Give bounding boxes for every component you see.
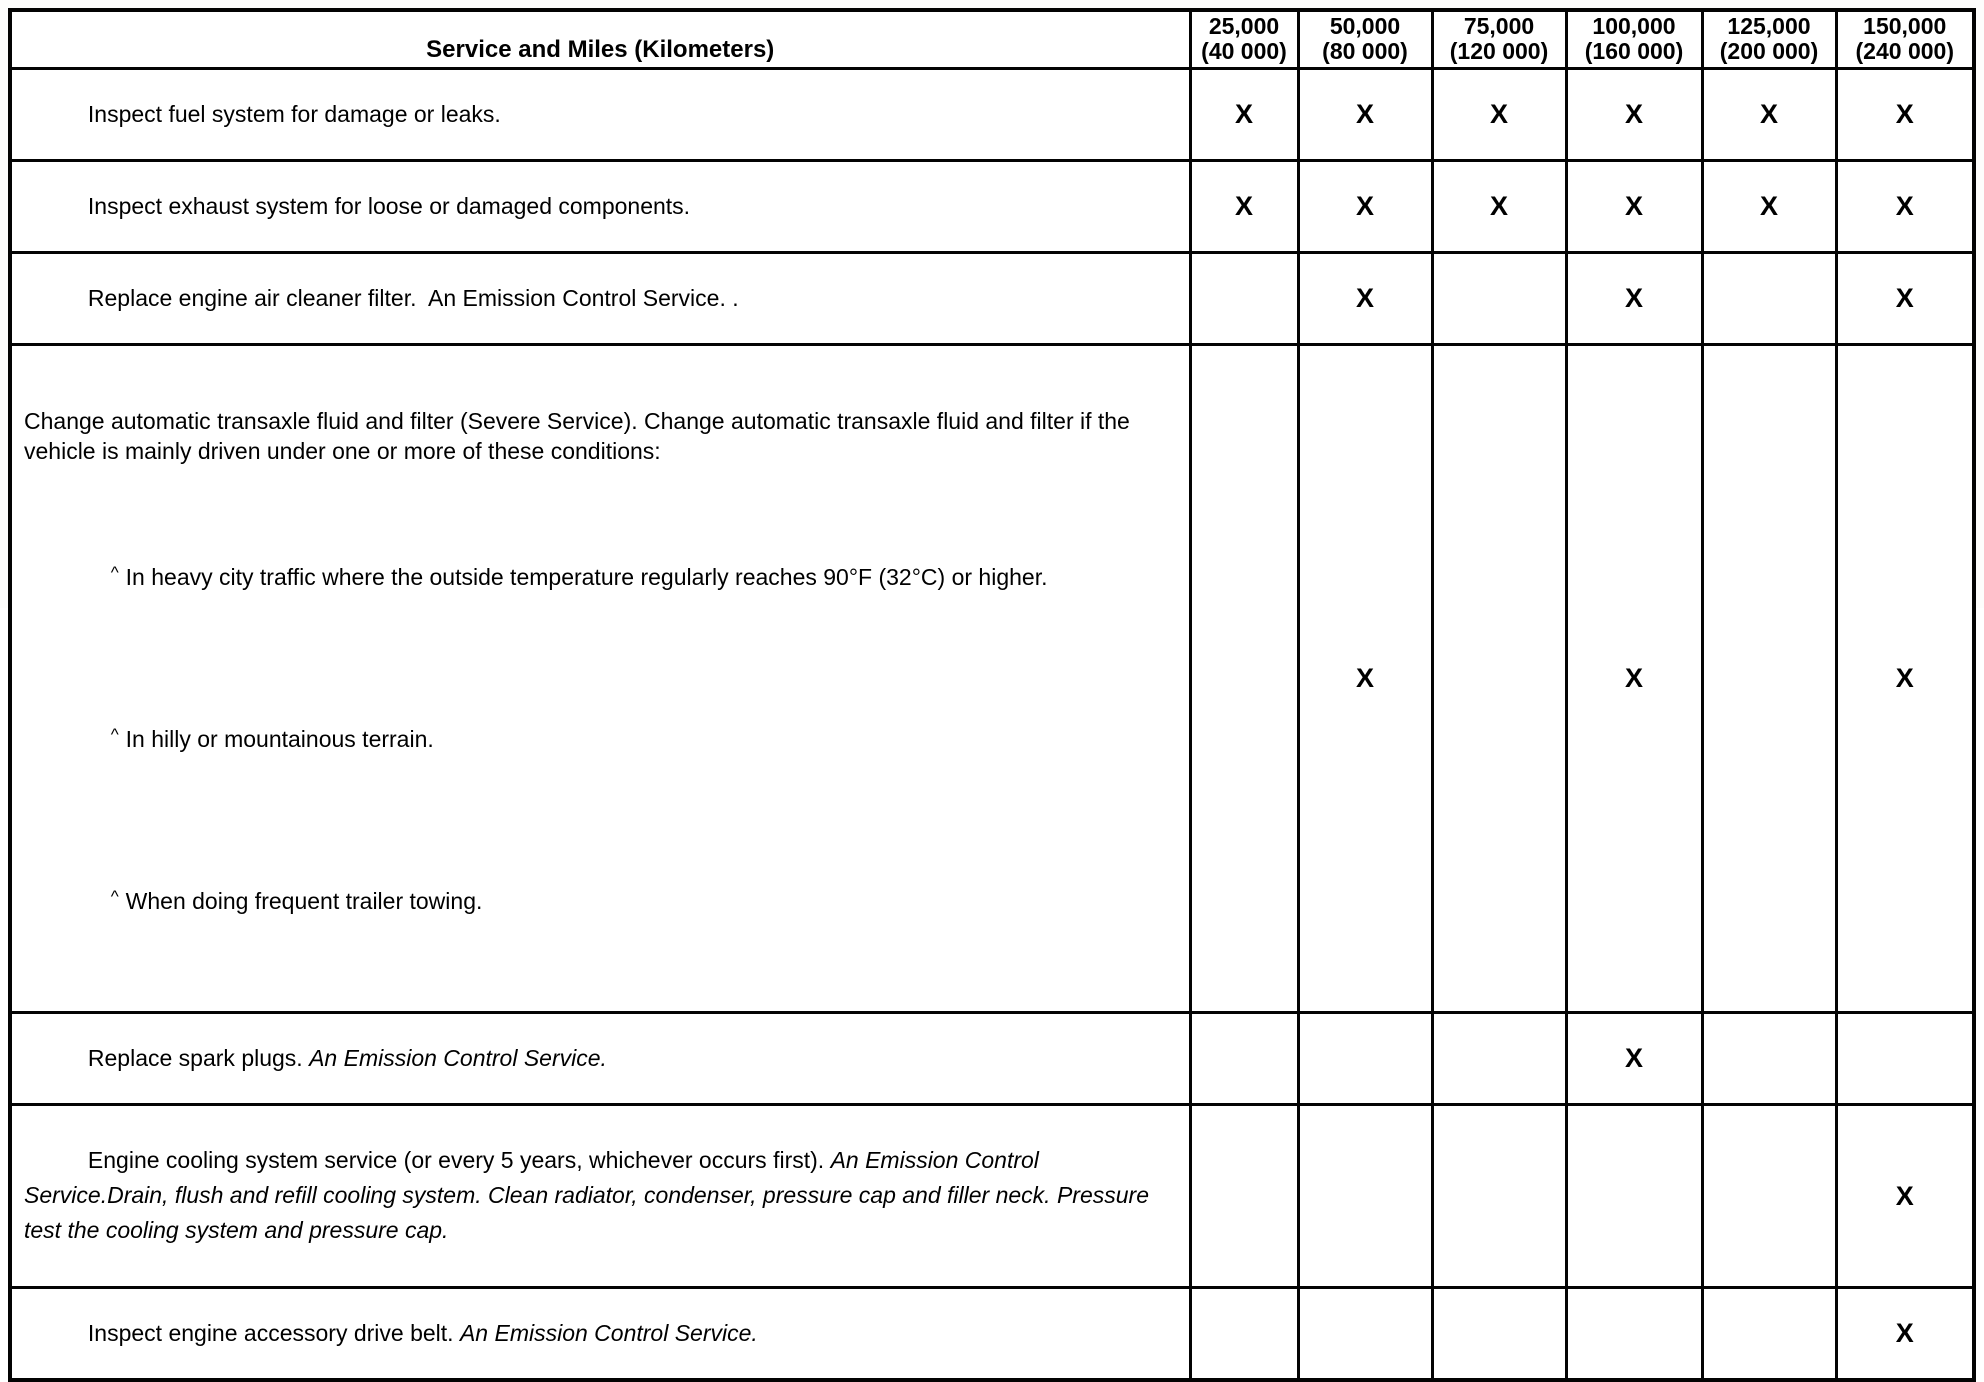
table-row-air-cleaner-filter	[10, 253, 1974, 345]
mark-cell: X	[1836, 69, 1974, 161]
service-text: Inspect exhaust system for loose or damaged components.	[87, 193, 691, 219]
mark-cell: X	[1702, 161, 1836, 253]
mark-cell	[1432, 345, 1566, 1013]
miles-value: 75,000	[1463, 13, 1535, 39]
table-row-transaxle-fluid	[10, 345, 1974, 1013]
caret-bullet-icon: ^	[110, 725, 119, 744]
mark-cell	[1190, 1105, 1298, 1288]
mark-cell: X	[1190, 69, 1298, 161]
condition-item	[24, 684, 1177, 790]
mark-cell: X	[1298, 345, 1432, 1013]
caret-bullet-icon: ^	[110, 563, 119, 582]
service-description	[10, 1013, 1190, 1105]
mark-cell: X	[1432, 69, 1566, 161]
mark-cell	[1702, 1288, 1836, 1381]
miles-value: 125,000	[1727, 13, 1811, 39]
column-header-100000	[1566, 10, 1702, 69]
mark-cell	[1702, 1105, 1836, 1288]
mark-cell: X	[1566, 161, 1702, 253]
column-header-150000	[1836, 10, 1974, 69]
service-description	[10, 69, 1190, 161]
km-value: (160 000)	[1584, 38, 1684, 64]
service-description	[10, 345, 1190, 1013]
km-value: (40 000)	[1201, 38, 1287, 64]
caret-bullet-icon: ^	[110, 887, 119, 906]
service-text: Engine cooling system service (or every 5 years, whichever occurs first).	[87, 1147, 831, 1173]
mark-cell	[1566, 1288, 1702, 1381]
mark-cell	[1190, 1013, 1298, 1105]
service-miles-header: Service and Miles (Kilometers)	[10, 10, 1190, 69]
condition-text: In heavy city traffic where the outside temperature regularly reaches 90°F (32°C) or higher.	[125, 564, 1048, 590]
mark-cell: X	[1566, 253, 1702, 345]
mark-cell	[1298, 1013, 1432, 1105]
service-text: Replace spark plugs.	[87, 1045, 310, 1071]
service-text: Replace engine air cleaner filter. An Emission Control Service. .	[87, 285, 739, 311]
service-description	[10, 1288, 1190, 1381]
mark-cell: X	[1566, 345, 1702, 1013]
mark-cell: X	[1566, 69, 1702, 161]
mark-cell: X	[1836, 161, 1974, 253]
mark-cell: X	[1836, 253, 1974, 345]
condition-text: In hilly or mountainous terrain.	[125, 726, 434, 752]
mark-cell: X	[1190, 161, 1298, 253]
column-header-75000	[1432, 10, 1566, 69]
condition-item	[24, 846, 1177, 952]
mark-cell	[1836, 1013, 1974, 1105]
service-description	[10, 1105, 1190, 1288]
mark-cell: X	[1298, 253, 1432, 345]
mark-cell: X	[1298, 161, 1432, 253]
condition-text: When doing frequent trailer towing.	[125, 888, 483, 914]
service-text: Inspect engine accessory drive belt.	[87, 1320, 460, 1346]
service-text: Inspect fuel system for damage or leaks.	[87, 101, 501, 127]
mark-cell: X	[1836, 345, 1974, 1013]
mark-cell	[1432, 1013, 1566, 1105]
table-row-cooling-system	[10, 1105, 1974, 1288]
mark-cell	[1298, 1105, 1432, 1288]
maintenance-schedule-table	[8, 8, 1976, 1382]
emission-control-note: An Emission Control Service.Drain, flush and refill cooling system. Clean radiator, condenser, pressure cap and filler neck. Pressure test the cooling system and pressure cap.	[24, 1147, 1156, 1243]
mark-cell: X	[1836, 1105, 1974, 1288]
mark-cell	[1190, 253, 1298, 345]
table-row-fuel-system	[10, 69, 1974, 161]
mark-cell	[1702, 253, 1836, 345]
km-value: (120 000)	[1449, 38, 1549, 64]
miles-value: 150,000	[1863, 13, 1947, 39]
emission-control-note: An Emission Control Service.	[459, 1320, 758, 1346]
mark-cell: X	[1432, 161, 1566, 253]
service-description	[10, 253, 1190, 345]
mark-cell: X	[1836, 1288, 1974, 1381]
column-header-25000	[1190, 10, 1298, 69]
mark-cell	[1432, 1105, 1566, 1288]
table-row-accessory-drive-belt	[10, 1288, 1974, 1381]
table-row-spark-plugs	[10, 1013, 1974, 1105]
miles-value: 100,000	[1592, 13, 1676, 39]
mark-cell: X	[1566, 1013, 1702, 1105]
mark-cell	[1190, 1288, 1298, 1381]
column-header-125000	[1702, 10, 1836, 69]
mark-cell	[1432, 253, 1566, 345]
mark-cell	[1702, 1013, 1836, 1105]
emission-control-note: An Emission Control Service.	[309, 1045, 607, 1071]
mark-cell: X	[1702, 69, 1836, 161]
km-value: (240 000)	[1855, 38, 1954, 64]
miles-value: 50,000	[1329, 13, 1401, 39]
mark-cell	[1566, 1105, 1702, 1288]
service-description	[10, 161, 1190, 253]
mark-cell	[1432, 1288, 1566, 1381]
mark-cell: X	[1298, 69, 1432, 161]
miles-value: 25,000	[1208, 13, 1280, 39]
service-text: Change automatic transaxle fluid and filter (Severe Service). Change automatic transaxle fluid and filter if the vehicle is mainly driven under one or more of these conditions:	[24, 408, 1137, 464]
km-value: (80 000)	[1322, 38, 1408, 64]
table-row-exhaust-system	[10, 161, 1974, 253]
km-value: (200 000)	[1719, 38, 1819, 64]
condition-item	[24, 522, 1177, 628]
column-header-50000	[1298, 10, 1432, 69]
mark-cell	[1702, 345, 1836, 1013]
mark-cell	[1190, 345, 1298, 1013]
header-row	[10, 10, 1974, 69]
mark-cell	[1298, 1288, 1432, 1381]
